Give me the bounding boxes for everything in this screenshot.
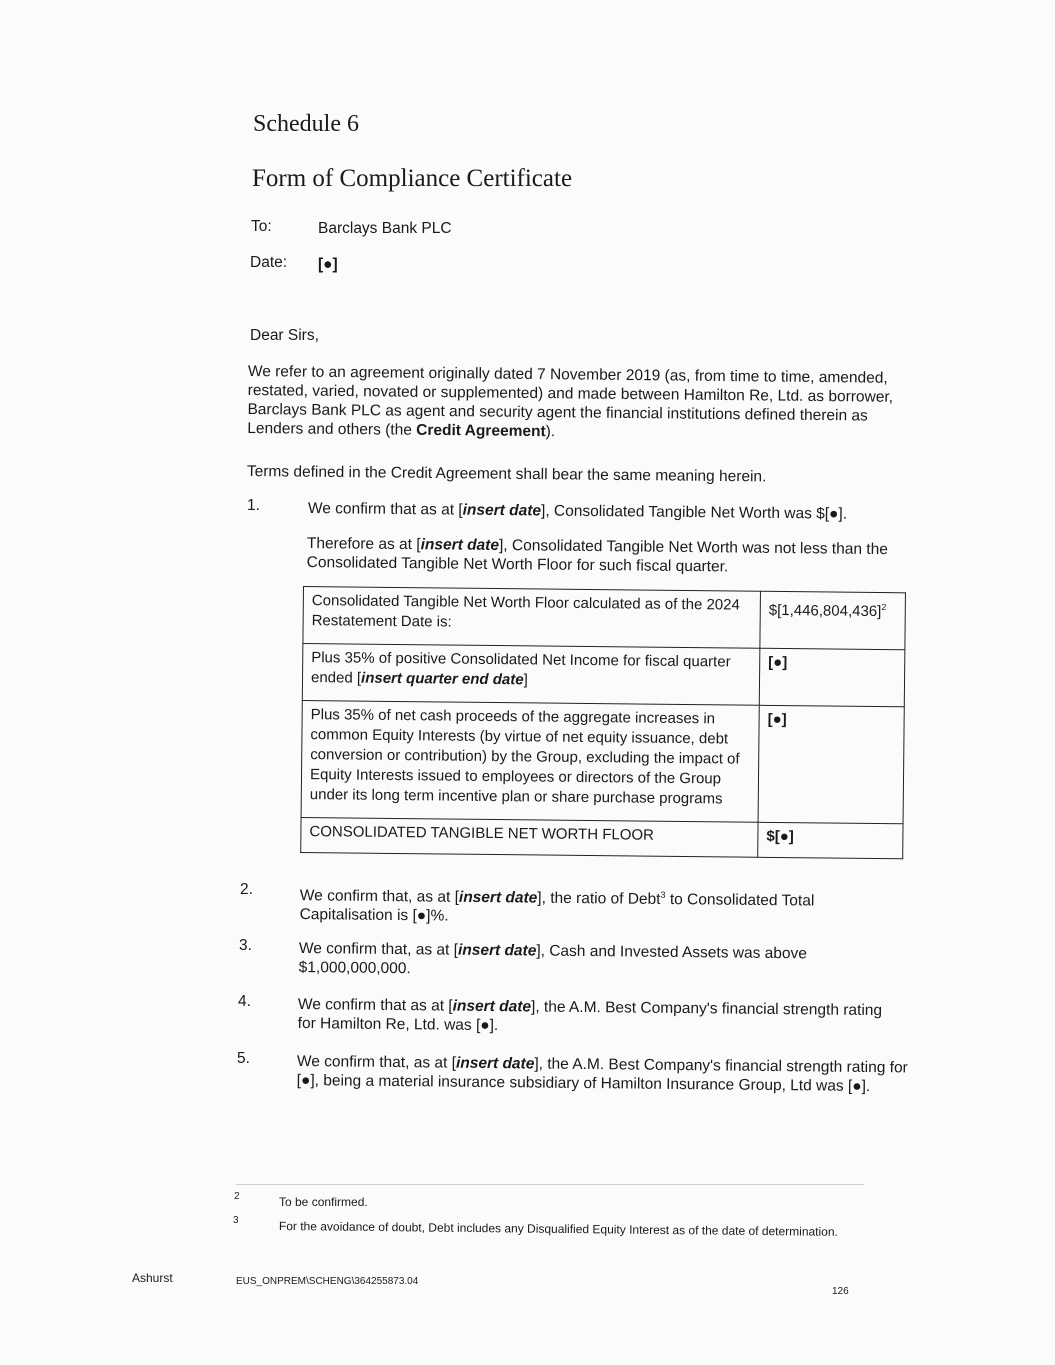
- schedule-heading: Schedule 6: [253, 111, 359, 137]
- date-label: Date:: [250, 254, 288, 271]
- item-number: 3.: [239, 937, 252, 954]
- terms-line: Terms defined in the Credit Agreement shall bear the same meaning herein.: [246, 462, 767, 486]
- table-cell-label: Plus 35% of positive Consolidated Net Income for fiscal quarter ended [insert quarter end date]: [302, 644, 760, 706]
- therefore-paragraph: Therefore as at [insert date], Consolidated Tangible Net Worth was not less than the Consolidated Tangible Net Worth Floor for such fiscal quarter.: [306, 534, 888, 576]
- table-cell-value: [●]: [759, 648, 905, 707]
- footnote-text: To be confirmed.: [279, 1195, 368, 1209]
- item-2-text: We confirm that, as at [insert date], the ratio of Debt$^3$ to Consolidated Total Capitalisation is [●]%.: [299, 887, 815, 925]
- table-cell-label: Consolidated Tangible Net Worth Floor calculated as of the 2024 Restatement Date is:: [303, 587, 761, 649]
- salutation: Dear Sirs,: [250, 327, 319, 344]
- item-5-text: We confirm that, as at [insert date], the A.M. Best Company's financial strength rating for [●], being a material insurance subsidiary of Hamilton Insurance Group, Ltd was [●].: [296, 1053, 908, 1096]
- to-label: To:: [251, 218, 272, 235]
- table-cell-value: $[●]: [758, 822, 903, 859]
- table-row: [301, 700, 904, 823]
- intro-paragraph: We refer to an agreement originally dated 7 November 2019 (as, from time to time, amended, restated, varied, novated or supplemented) and made between Hamilton Re, Ltd. as borrower, Barclays Bank PLC as agent and security agent the financial institutions defined therein as Lenders and others (the Credit Agreement).: [247, 362, 894, 441]
- item-number: 1.: [247, 497, 260, 514]
- table-cell-value: $\$[1,446,804,436]^2$: [760, 591, 906, 650]
- net-worth-floor-table: [300, 586, 906, 859]
- date-value: [●]: [318, 256, 338, 273]
- item-number: 4.: [238, 993, 251, 1010]
- footnote-text: For the avoidance of doubt, Debt includes any Disqualified Equity Interest as of the date of determination.: [278, 1219, 838, 1239]
- footnote-number: 3: [233, 1215, 239, 1226]
- footer-doc-ref: EUS_ONPREM\SCHENG\364255873.04: [236, 1276, 419, 1287]
- page-number: 126: [832, 1286, 849, 1297]
- item-4-text: We confirm that as at [insert date], the A.M. Best Company's financial strength rating for Hamilton Re, Ltd. was [●].: [297, 995, 883, 1035]
- footnote-number: 2: [234, 1191, 240, 1202]
- to-value: Barclays Bank PLC: [318, 220, 452, 237]
- table-row: [303, 587, 906, 650]
- item-number: 5.: [237, 1050, 250, 1067]
- table-row: [302, 644, 905, 707]
- table-cell-label: CONSOLIDATED TANGIBLE NET WORTH FLOOR: [301, 817, 758, 857]
- item-3-text: We confirm that, as at [insert date], Cash and Invested Assets was above $1,000,000,000.: [298, 939, 807, 978]
- table-row: [301, 817, 903, 858]
- table-cell-value: [●]: [758, 705, 904, 824]
- credit-agreement-term: Credit Agreement: [416, 421, 546, 441]
- item-number: 2.: [240, 881, 253, 898]
- footer-firm: Ashurst: [132, 1271, 173, 1285]
- form-title: Form of Compliance Certificate: [252, 165, 573, 192]
- item-1-text: We confirm that as at [insert date], Consolidated Tangible Net Worth was $[●].: [307, 499, 848, 523]
- footnote-divider: [236, 1184, 864, 1185]
- table-cell-label: Plus 35% of net cash proceeds of the aggregate increases in common Equity Interests (by virtue of net equity issuance, debt conversion or contribution) by the Group, excluding the impact of Equity Interests issued to employees or directors of the Group under its long term incentive plan or share purchase programs: [301, 700, 759, 822]
